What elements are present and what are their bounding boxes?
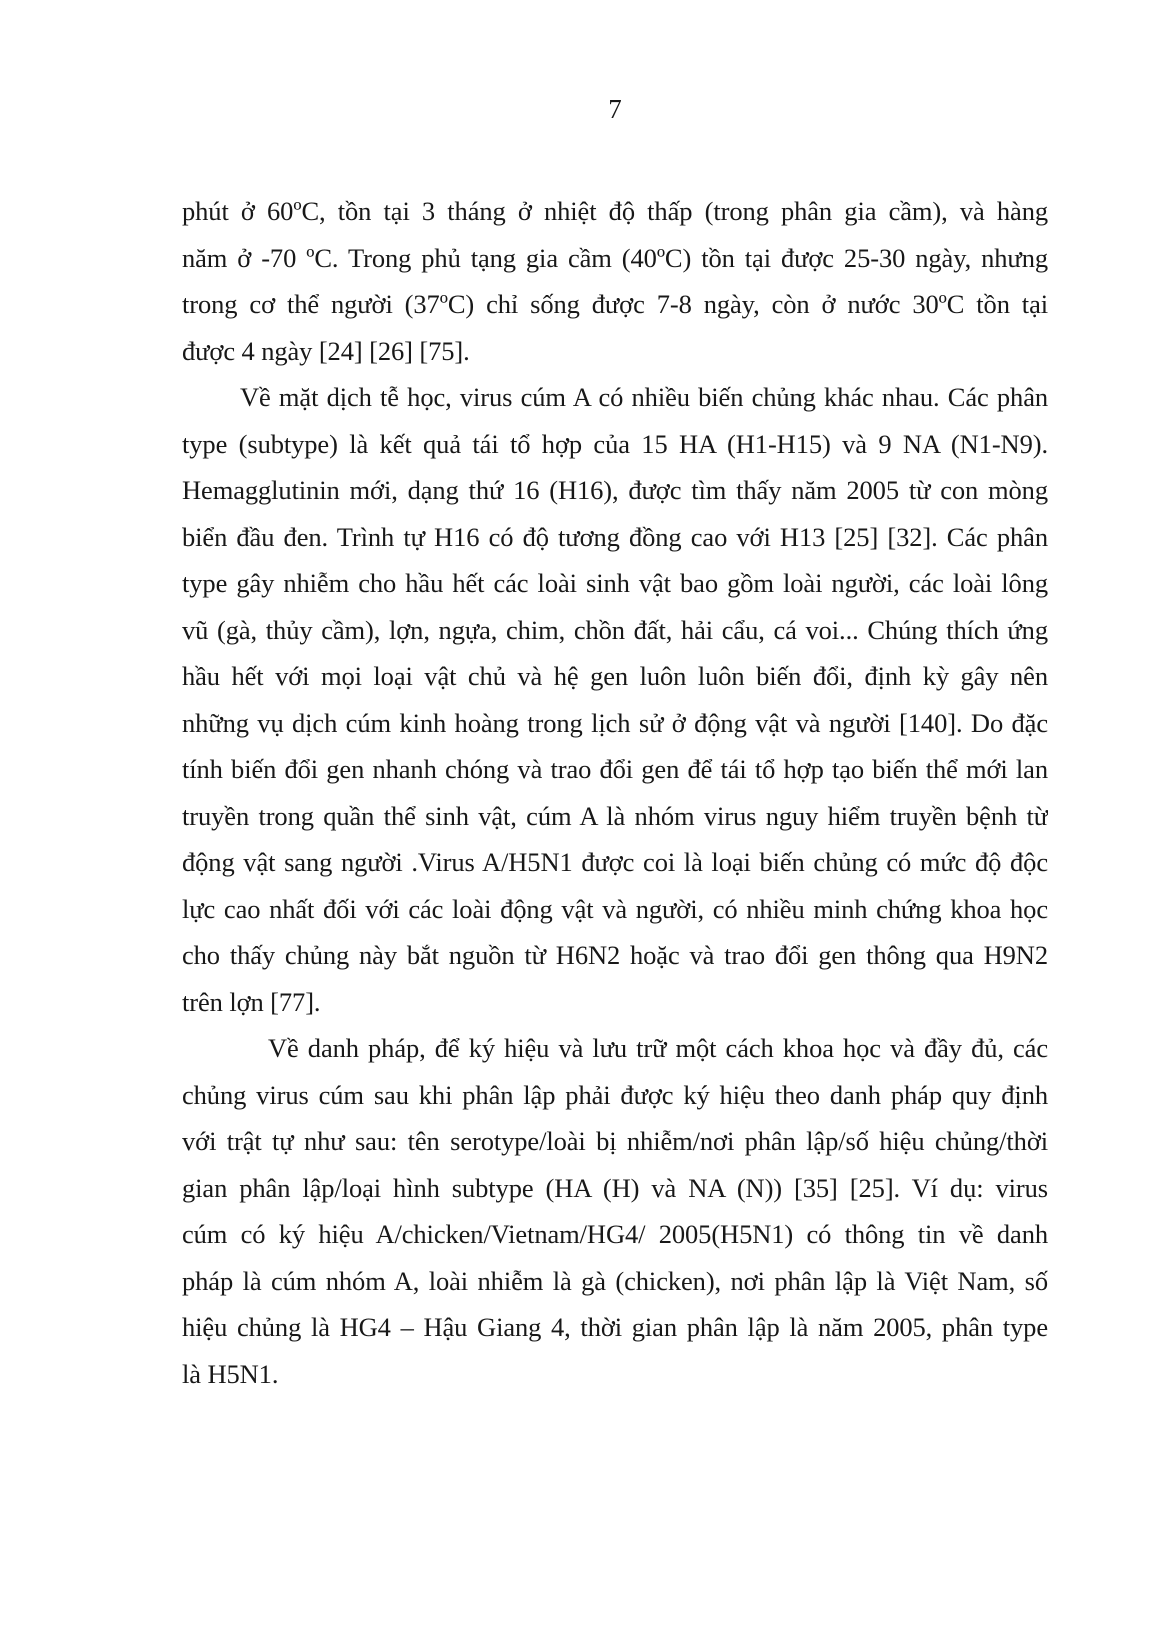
text-line: trên lợn [77].: [182, 986, 321, 1017]
text-line: những vụ dịch cúm kinh hoàng trong lịch sử ở động vật và người [140]. Do đặc: [182, 707, 1048, 738]
text-line: gian phân lập/loại hình subtype (HA (H) và NA (N)) [35] [25]. Ví dụ: virus: [182, 1172, 1048, 1203]
text-line: hầu hết với mọi loại vật chủ và hệ gen luôn luôn biến đổi, định kỳ gây nên: [182, 661, 1048, 691]
text-line: Về mặt dịch tễ học, virus cúm A có nhiều biến chủng khác nhau. Các phân: [240, 382, 1048, 412]
text-line: tính biến đổi gen nhanh chóng và trao đổi gen để tái tổ hợp tạo biến thể mới lan: [182, 754, 1048, 784]
paragraph: [182, 374, 1048, 1025]
text-line: Về danh pháp, để ký hiệu và lưu trữ một cách khoa học và đầy đủ, các: [268, 1033, 1048, 1063]
text-line: năm ở -70 ºC. Trong phủ tạng gia cầm (40ºC) tồn tại được 25-30 ngày, nhưng: [182, 242, 1048, 273]
text-block: [182, 188, 1048, 1397]
text-line: phút ở 60ºC, tồn tại 3 tháng ở nhiệt độ thấp (trong phân gia cầm), và hàng: [182, 196, 1048, 226]
text-line: được 4 ngày [24] [26] [75].: [182, 335, 470, 366]
text-line: biển đầu đen. Trình tự H16 có độ tương đồng cao với H13 [25] [32]. Các phân: [182, 521, 1048, 552]
paragraph: [182, 188, 1048, 374]
text-line: động vật sang người .Virus A/H5N1 được coi là loại biến chủng có mức độ độc: [182, 847, 1048, 877]
text-line: với trật tự như sau: tên serotype/loài bị nhiễm/nơi phân lập/số hiệu chủng/thời: [182, 1126, 1048, 1156]
text-line: pháp là cúm nhóm A, loài nhiễm là gà (chicken), nơi phân lập là Việt Nam, số: [182, 1265, 1048, 1296]
text-line: cho thấy chủng này bắt nguồn từ H6N2 hoặc và trao đổi gen thông qua H9N2: [182, 940, 1048, 970]
text-line: truyền trong quần thể sinh vật, cúm A là nhóm virus nguy hiểm truyền bệnh từ: [182, 800, 1048, 831]
text-line: trong cơ thể người (37ºC) chỉ sống được 7-8 ngày, còn ở nước 30ºC tồn tại: [182, 289, 1048, 319]
text-line: type (subtype) là kết quả tái tổ hợp của 15 HA (H1-H15) và 9 NA (N1-N9).: [182, 428, 1048, 459]
text-line: type gây nhiễm cho hầu hết các loài sinh vật bao gồm loài người, các loài lông: [182, 568, 1048, 598]
page-number: 7: [608, 94, 622, 124]
text-line: vũ (gà, thủy cầm), lợn, ngựa, chim, chồn đất, hải cẩu, cá voi... Chúng thích ứng: [182, 614, 1048, 645]
paragraph: [182, 1025, 1048, 1397]
text-line: cúm có ký hiệu A/chicken/Vietnam/HG4/ 2005(H5N1) có thông tin về danh: [182, 1219, 1048, 1249]
text-line: chủng virus cúm sau khi phân lập phải được ký hiệu theo danh pháp quy định: [182, 1079, 1048, 1110]
text-line: Hemagglutinin mới, dạng thứ 16 (H16), được tìm thấy năm 2005 từ con mòng: [182, 475, 1048, 505]
text-line: hiệu chủng là HG4 – Hậu Giang 4, thời gian phân lập là năm 2005, phân type: [182, 1312, 1048, 1342]
text-line: là H5N1.: [182, 1358, 279, 1389]
text-line: lực cao nhất đối với các loài động vật và người, có nhiều minh chứng khoa học: [182, 893, 1048, 924]
